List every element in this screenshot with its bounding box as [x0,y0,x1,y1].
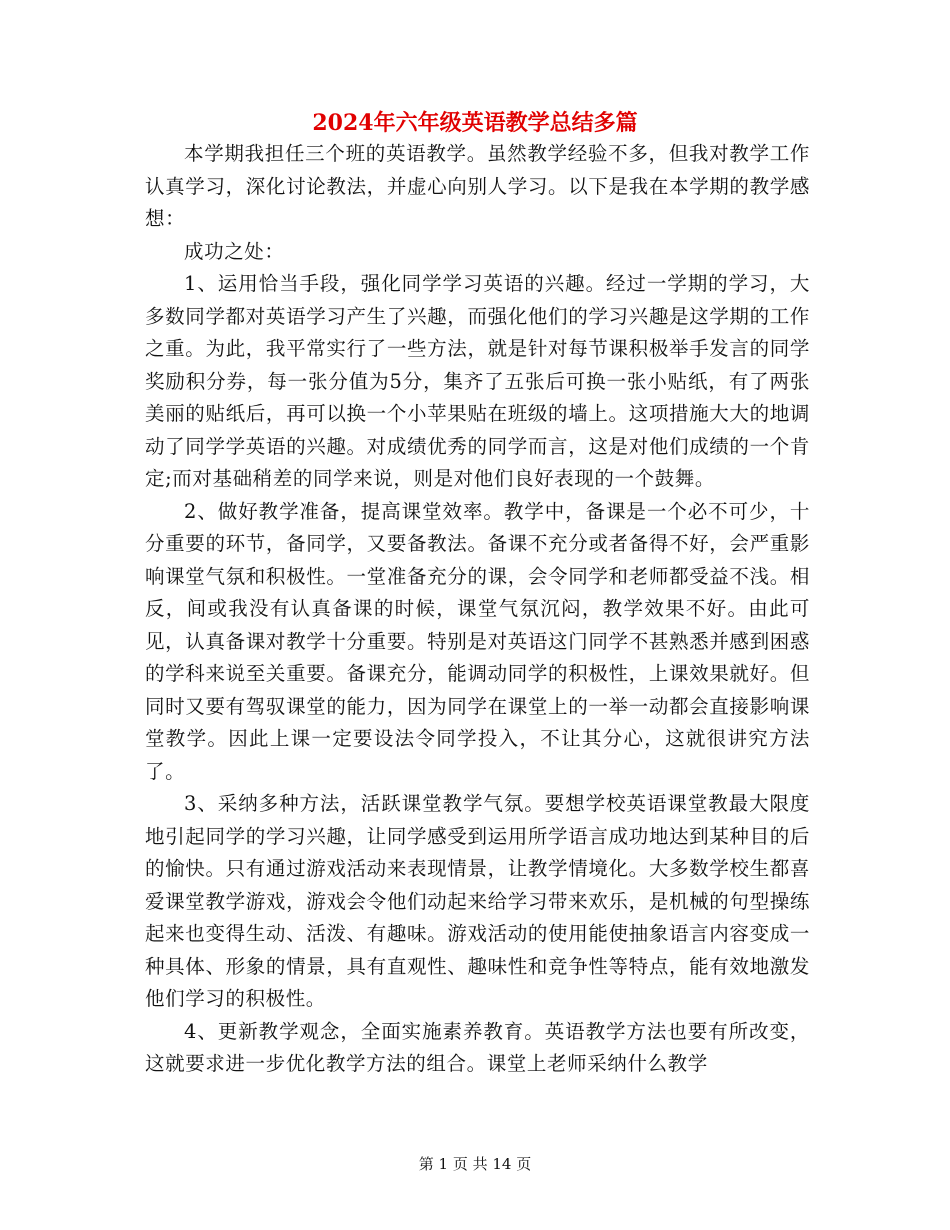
paragraph-intro: 本学期我担任三个班的英语教学。虽然教学经验不多，但我对教学工作认真学习，深化讨论教法，并虚心向别人学习。以下是我在本学期的教学感想： [145,142,810,230]
paragraph-success-heading: 成功之处： [184,239,285,263]
paragraph-point-4: 4、更新教学观念，全面实施素养教育。英语教学方法也要有所改变，这就要求进一步优化教学方法的组合。课堂上老师采纳什么教学 [145,1019,810,1075]
document-title: 2024年六年级英语教学总结多篇 [312,110,638,136]
paragraph-point-2: 2、做好教学准备，提高课堂效率。教学中，备课是一个必不可少，十分重要的环节，备同学，又要备教法。备课不充分或者备得不好，会严重影响课堂气氛和积极性。一堂准备充分的课，会令同学和老师都受益不浅。相反，间或我没有认真备课的时候，课堂气氛沉闷，教学效果不好。由此可见，认真备课对教学十分重要。特别是对英语这门同学不甚熟悉并感到困惑的学科来说至关重要。备课充分，能调动同学的积极性，上课效果就好。但同时又要有驾驭课堂的能力，因为同学在课堂上的一举一动都会直接影响课堂教学。因此上课一定要设法令同学投入，不让其分心，这就很讲究方法了。 [145,499,810,783]
page-footer [0,1153,950,1175]
document-body [145,138,810,1081]
paragraph-point-1: 1、运用恰当手段，强化同学学习英语的兴趣。经过一学期的学习，大多数同学都对英语学习产生了兴趣，而强化他们的学习兴趣是这学期的工作之重。为此，我平常实行了一些方法，就是针对每节课积极举手发言的同学奖励积分券，每一张分值为5分，集齐了五张后可换一张小贴纸，有了两张美丽的贴纸后，再可以换一个小苹果贴在班级的墙上。这项措施大大的地调动了同学学英语的兴趣。对成绩优秀的同学而言，这是对他们成绩的一个肯定;而对基础稍差的同学来说，则是对他们良好表现的一个鼓舞。 [145,272,810,490]
page-number: 第 1 页 共 14 页 [418,1155,532,1173]
paragraph-point-3: 3、采纳多种方法，活跃课堂教学气氛。要想学校英语课堂教最大限度地引起同学的学习兴趣，让同学感受到运用所学语言成功地达到某种目的后的愉快。只有通过游戏活动来表现情景，让教学情境化。大多数学校生都喜爱课堂教学游戏，游戏会令他们动起来给学习带来欢乐，是机械的句型操练起来也变得生动、活泼、有趣味。游戏活动的使用能使抽象语言内容变成一种具体、形象的情景，具有直观性、趣味性和竞争性等特点，能有效地激发他们学习的积极性。 [145,792,810,1010]
